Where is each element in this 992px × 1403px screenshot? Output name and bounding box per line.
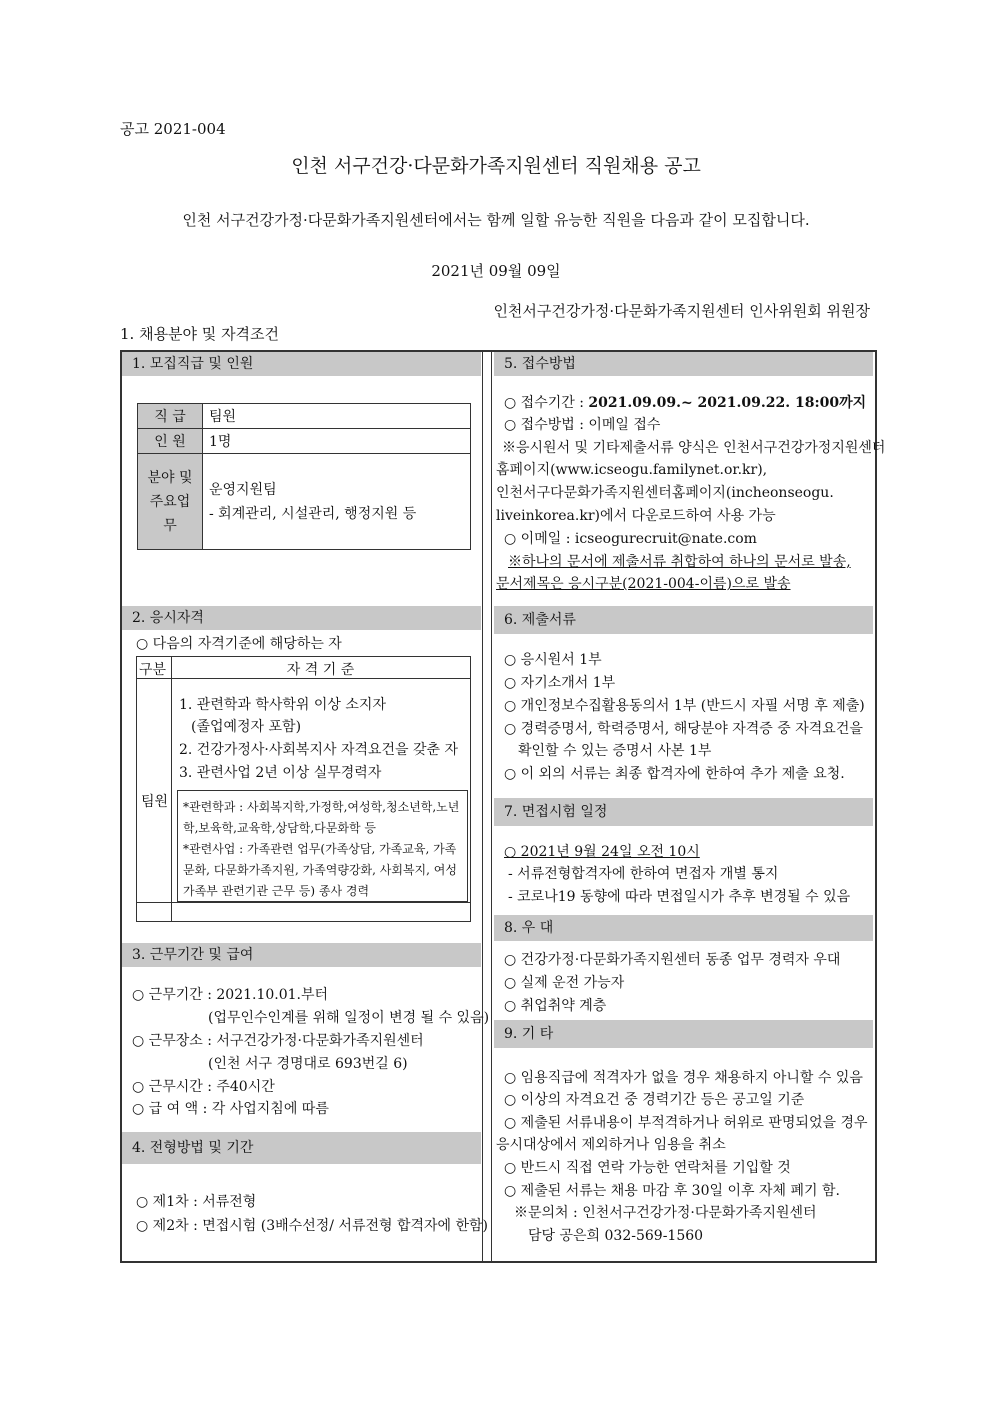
- work-address: (인천 서구 경명대로 693번길 6): [208, 1056, 408, 1072]
- qual-col-divider: [171, 657, 172, 921]
- note-line-2: 학,보육학,교육학,상담학,다문화학 등: [183, 821, 376, 835]
- note-line-1: *관련학과 : 사회복지학,가정학,여성학,청소년학,노년: [183, 800, 460, 814]
- doc-1: ○ 응시원서 1부: [504, 652, 602, 668]
- section-6-header: 6. 제출서류: [494, 606, 873, 634]
- salary: ○ 급 여 액 : 각 사업지침에 따름: [132, 1101, 329, 1117]
- doc-5: ○ 이 외의 서류는 최종 합격자에 한하여 추가 제출 요청.: [504, 766, 845, 782]
- rank-value: 팀원: [203, 404, 471, 429]
- submission-note-2: 문서제목은 응시구분(2021-004-이름)으로 발송: [496, 576, 791, 592]
- page-title: 인천 서구건강·다문화가족지원센터 직원채용 공고: [291, 155, 701, 177]
- form-url-2: 인천서구다문화가족지원센터홈페이지(incheonseogu.: [496, 485, 834, 501]
- section-1-header: 1. 모집직급 및 인원: [122, 352, 481, 376]
- field-value-line-1: 운영지원팀: [209, 481, 277, 498]
- work-hours: ○ 근무시간 : 주40시간: [132, 1079, 275, 1095]
- interview-note-1: - 서류전형합격자에 한하여 면접자 개별 통지: [508, 866, 779, 882]
- field-value: [203, 454, 471, 550]
- section-9-header: 9. 기 타: [494, 1020, 873, 1048]
- qual-item-2: 2. 건강가정사·사회복지사 자격요건을 갖춘 자: [179, 742, 459, 758]
- related-note-box: [177, 790, 468, 903]
- contact-org: ※문의처 : 인천서구건강가정·다문화가족지원센터: [514, 1205, 817, 1221]
- note-line-3: *관련사업 : 가족관련 업무(가족상담, 가족교육, 가족: [183, 842, 457, 856]
- preference-3: ○ 취업취약 계층: [504, 998, 607, 1014]
- other-5: ○ 제출된 서류는 채용 마감 후 30일 이후 자체 폐기 함.: [504, 1183, 840, 1199]
- receipt-period-value: 2021.09.09.~ 2021.09.22. 18:00까지: [588, 395, 867, 411]
- note-line-5: 가족부 관련기관 근무 등) 종사 경력: [183, 884, 370, 898]
- other-1: ○ 임용직급에 적격자가 없을 경우 채용하지 아니할 수 있음: [504, 1070, 863, 1086]
- qualification-lead: ○ 다음의 자격기준에 해당하는 자: [136, 636, 342, 652]
- notice-date: 2021년 09월 09일: [431, 262, 561, 280]
- form-url-1: 홈페이지(www.icseogu.familynet.or.kr),: [496, 462, 768, 478]
- doc-4-cont: 확인할 수 있는 증명서 사본 1부: [518, 743, 712, 759]
- work-period-note: (업무인수인계를 위해 일정이 변경 될 수 있음): [208, 1010, 490, 1026]
- other-2: ○ 이상의 자격요건 중 경력기간 등은 공고일 기준: [504, 1092, 805, 1108]
- count-label: 인 원: [138, 429, 203, 454]
- issuer: 인천서구건강가정·다문화가족지원센터 인사위원회 위원장: [493, 302, 870, 320]
- qual-item-3: 3. 관련사업 2년 이상 실무경력자: [179, 765, 382, 781]
- column-divider: [482, 352, 492, 1261]
- stage-2: ○ 제2차 : 면접시험 (3배수선정/ 서류전형 합격자에 한함): [136, 1218, 489, 1234]
- stage-1: ○ 제1차 : 서류전형: [136, 1194, 257, 1210]
- email: ○ 이메일 : icseogurecruit@nate.com: [504, 531, 757, 547]
- note-line-4: 문화, 다문화가족지원, 가족역량강화, 사회복지, 여성: [183, 863, 457, 877]
- section-3-header: 3. 근무기간 및 급여: [122, 943, 481, 967]
- interview-note-2: - 코로나19 동향에 따라 면접일시가 추후 변경될 수 있음: [508, 889, 851, 905]
- section-4-header: 4. 전형방법 및 기간: [122, 1132, 481, 1164]
- col-criteria-label: 자 격 기 준: [286, 662, 355, 678]
- recruit-table: [137, 403, 471, 550]
- right-column: [494, 352, 886, 1261]
- qual-item-1-sub: (졸업예정자 포함): [191, 719, 302, 735]
- col-class-label: 구분: [139, 662, 167, 678]
- section-8-header: 8. 우 대: [494, 915, 873, 941]
- field-label-line-1: 분야 및: [147, 469, 193, 486]
- notice-number: 공고 2021-004: [120, 120, 226, 138]
- left-column: [122, 352, 490, 1261]
- work-period: ○ 근무기간 : 2021.10.01.부터: [132, 987, 329, 1003]
- receipt-method: ○ 접수방법 : 이메일 접수: [504, 417, 661, 433]
- form-note: ※응시원서 및 기타제출서류 양식은 인천서구건강가정지원센터: [502, 440, 886, 456]
- intro-text: 인천 서구건강가정·다문화가족지원센터에서는 함께 일할 유능한 직원을 다음과 같이 모집합니다.: [182, 211, 810, 229]
- qualification-table: [136, 656, 471, 922]
- other-3-cont: 응시대상에서 제외하거나 임용을 취소: [496, 1137, 726, 1153]
- rank-label: 직 급: [138, 404, 203, 429]
- row-label: 팀원: [141, 794, 169, 810]
- field-label-line-2: 주요업무: [149, 493, 191, 534]
- other-4: ○ 반드시 직접 연락 가능한 연락처를 기입할 것: [504, 1160, 791, 1176]
- section-7-header: 7. 면접시험 일정: [494, 798, 873, 826]
- receipt-period: [504, 392, 866, 412]
- receipt-period-label: ○ 접수기간 :: [504, 395, 589, 411]
- field-label: [138, 454, 203, 550]
- other-3: ○ 제출된 서류내용이 부적격하거나 허위로 판명되었을 경우: [504, 1115, 868, 1131]
- preference-1: ○ 건강가정·다문화가족지원센터 동종 업무 경력자 우대: [504, 952, 841, 968]
- preference-2: ○ 실제 운전 가능자: [504, 975, 625, 991]
- section-2-header: 2. 응시자격: [122, 606, 481, 630]
- interview-date: ○ 2021년 9월 24일 오전 10시: [504, 844, 700, 860]
- doc-2: ○ 자기소개서 1부: [504, 675, 616, 691]
- qual-item-1: 1. 관련학과 학사학위 이상 소지자: [179, 697, 386, 713]
- contact-person: 담당 공은희 032-569-1560: [528, 1228, 704, 1244]
- section-title: 1. 채용분야 및 자격조건: [120, 325, 280, 343]
- field-value-line-2: - 회계관리, 시설관리, 행정지원 등: [209, 505, 417, 522]
- submission-note-1: ※하나의 문서에 제출서류 취합하여 하나의 문서로 발송,: [508, 554, 851, 570]
- doc-3: ○ 개인정보수집활용동의서 1부 (반드시 자필 서명 후 제출): [504, 698, 865, 714]
- section-5-header: 5. 접수방법: [494, 352, 873, 376]
- work-place: ○ 근무장소 : 서구건강가정·다문화가족지원센터: [132, 1033, 424, 1049]
- doc-4: ○ 경력증명서, 학력증명서, 해당분야 자격증 중 자격요건을: [504, 721, 863, 737]
- form-url-3: liveinkorea.kr)에서 다운로드하여 사용 가능: [496, 508, 776, 524]
- count-value: 1명: [203, 429, 471, 454]
